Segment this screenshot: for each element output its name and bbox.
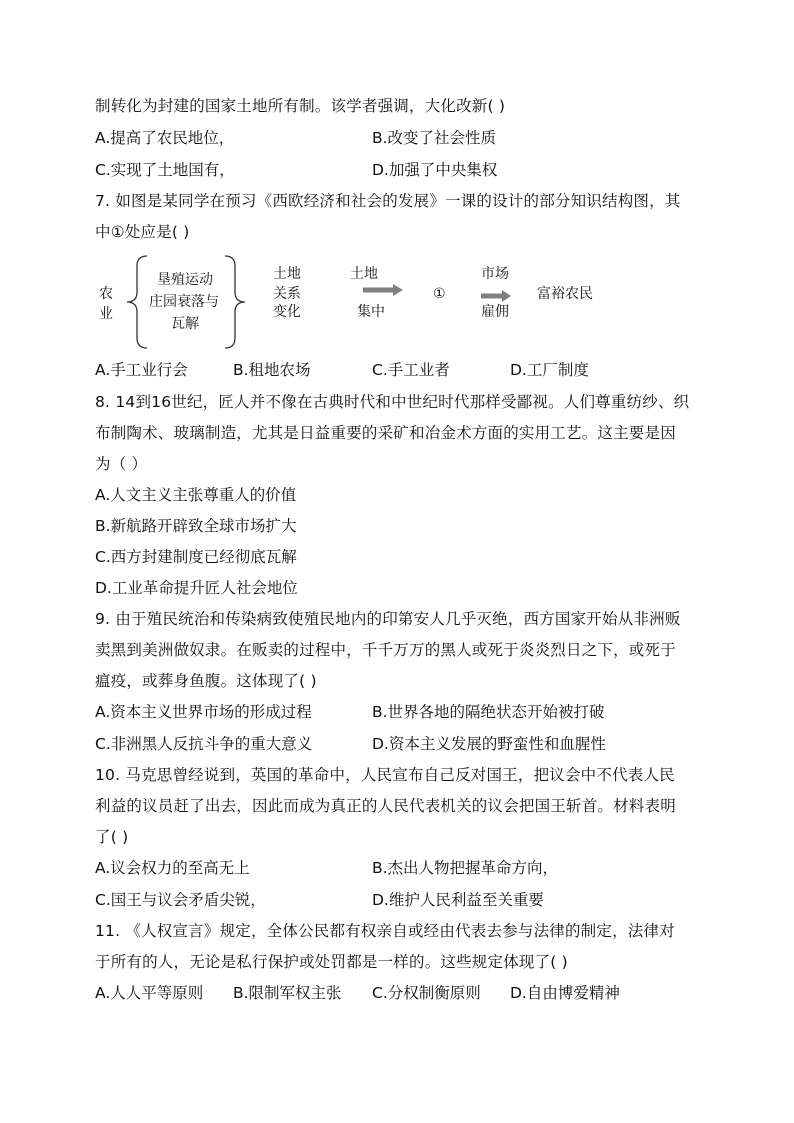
q11-option-c[interactable]: C.分权制衡原则 — [372, 984, 481, 1002]
q11-stem-line1: 11. 《人权宣言》规定，全体公民都有权亲自或经由代表去参与法律的制定，法律对 — [95, 922, 675, 940]
q11-option-b[interactable]: B.限制军权主张 — [233, 984, 342, 1002]
q6-option-a[interactable]: A.提高了农民地位， — [95, 129, 235, 147]
diagram-land-relation-3: 变化 — [273, 304, 301, 320]
q10-option-b[interactable]: B.杰出人物把握革命方向， — [372, 859, 559, 877]
q10-option-a[interactable]: A.议会权力的至高无上 — [95, 859, 250, 877]
q10-stem-line3: 了( ) — [95, 828, 129, 846]
q6-option-c[interactable]: C.实现了土地国有， — [95, 161, 235, 179]
q7-option-d[interactable]: D.工厂制度 — [510, 361, 589, 379]
diagram-agri-char1: 农 — [99, 286, 113, 302]
q10-option-c[interactable]: C.国王与议会矛盾尖锐， — [95, 891, 266, 909]
q10-option-d[interactable]: D.维护人民利益至关重要 — [372, 891, 544, 909]
q8-option-b[interactable]: B.新航路开辟致全球市场扩大 — [95, 517, 297, 535]
diagram-blank-marker: ① — [433, 286, 446, 302]
diagram-brace-line3: 瓦解 — [171, 316, 199, 332]
q7-option-c[interactable]: C.手工业者 — [372, 361, 450, 379]
q9-option-d[interactable]: D.资本主义发展的野蛮性和血腥性 — [372, 735, 606, 753]
diagram-market-bottom: 雇佣 — [481, 304, 509, 320]
q8-stem-line2: 布制陶术、玻璃制造，尤其是日益重要的采矿和冶金术方面的实用工艺。这主要是因 — [95, 424, 676, 442]
diagram-agri-char2: 业 — [99, 306, 113, 322]
q8-option-d[interactable]: D.工业革命提升匠人社会地位 — [95, 579, 298, 597]
q11-option-d[interactable]: D.自由博爱精神 — [510, 984, 620, 1002]
q10-stem-line1: 10. 马克思曾经说到，英国的革命中，人民宣布自己反对国王，把议会中不代表人民 — [95, 766, 675, 784]
q7-stem-line1: 7. 如图是某同学在预习《西欧经济和社会的发展》一课的设计的部分知识结构图，其 — [95, 192, 681, 210]
q8-stem-line1: 8. 14到16世纪，匠人并不像在古典时代和中世纪时代那样受鄙视。人们尊重纺纱、织 — [95, 393, 690, 411]
diagram-land-concentration-bottom: 集中 — [357, 304, 385, 320]
left-brace-icon — [123, 254, 151, 350]
q6-option-b[interactable]: B.改变了社会性质 — [372, 129, 497, 147]
q9-stem-line3: 瘟疫，或葬身鱼腹。这体现了( ) — [95, 672, 317, 690]
q8-option-a[interactable]: A.人文主义主张尊重人的价值 — [95, 486, 297, 504]
diagram-result: 富裕农民 — [537, 286, 593, 302]
q11-option-a[interactable]: A.人人平等原则 — [95, 984, 204, 1002]
q11-stem-line2: 于所有的人，无论是私行保护或处罚都是一样的。这些规定体现了( ) — [95, 953, 568, 971]
q10-stem-line2: 利益的议员赶了出去，因此而成为真正的人民代表机关的议会把国王斩首。材料表明 — [95, 797, 676, 815]
q7-option-a[interactable]: A.手工业行会 — [95, 361, 188, 379]
q9-option-a[interactable]: A.资本主义世界市场的形成过程 — [95, 703, 312, 721]
q9-option-b[interactable]: B.世界各地的隔绝状态开始被打破 — [372, 703, 605, 721]
diagram-land-relation-1: 土地 — [273, 266, 301, 282]
q7-knowledge-diagram — [95, 252, 715, 352]
right-brace-icon — [221, 254, 249, 350]
q9-stem-line1: 9. 由于殖民统治和传染病致使殖民地内的印第安人几乎灭绝，西方国家开始从非洲贩 — [95, 610, 681, 628]
q6-option-d[interactable]: D.加强了中央集权 — [372, 161, 498, 179]
q9-stem-line2: 卖黑到美洲做奴隶。在贩卖的过程中，千千万万的黑人或死于炎炎烈日之下，或死于 — [95, 641, 676, 659]
q8-option-c[interactable]: C.西方封建制度已经彻底瓦解 — [95, 548, 297, 566]
q6-stem-continuation: 制转化为封建的国家土地所有制。该学者强调，大化改新( ) — [95, 97, 506, 115]
q8-stem-line3: 为（ ） — [95, 455, 148, 473]
arrow-right-icon — [363, 284, 403, 296]
q7-stem-line2: 中①处应是( ) — [95, 223, 190, 241]
diagram-land-relation-2: 关系 — [273, 286, 301, 302]
q7-option-b[interactable]: B.租地农场 — [233, 361, 311, 379]
diagram-market-top: 市场 — [481, 266, 509, 282]
diagram-brace-line1: 垦殖运动 — [157, 272, 213, 288]
diagram-brace-line2: 庄园衰落与 — [149, 294, 219, 310]
q9-option-c[interactable]: C.非洲黑人反抗斗争的重大意义 — [95, 735, 313, 753]
arrow-right-icon — [481, 290, 511, 302]
diagram-land-concentration-top: 土地 — [350, 266, 378, 282]
